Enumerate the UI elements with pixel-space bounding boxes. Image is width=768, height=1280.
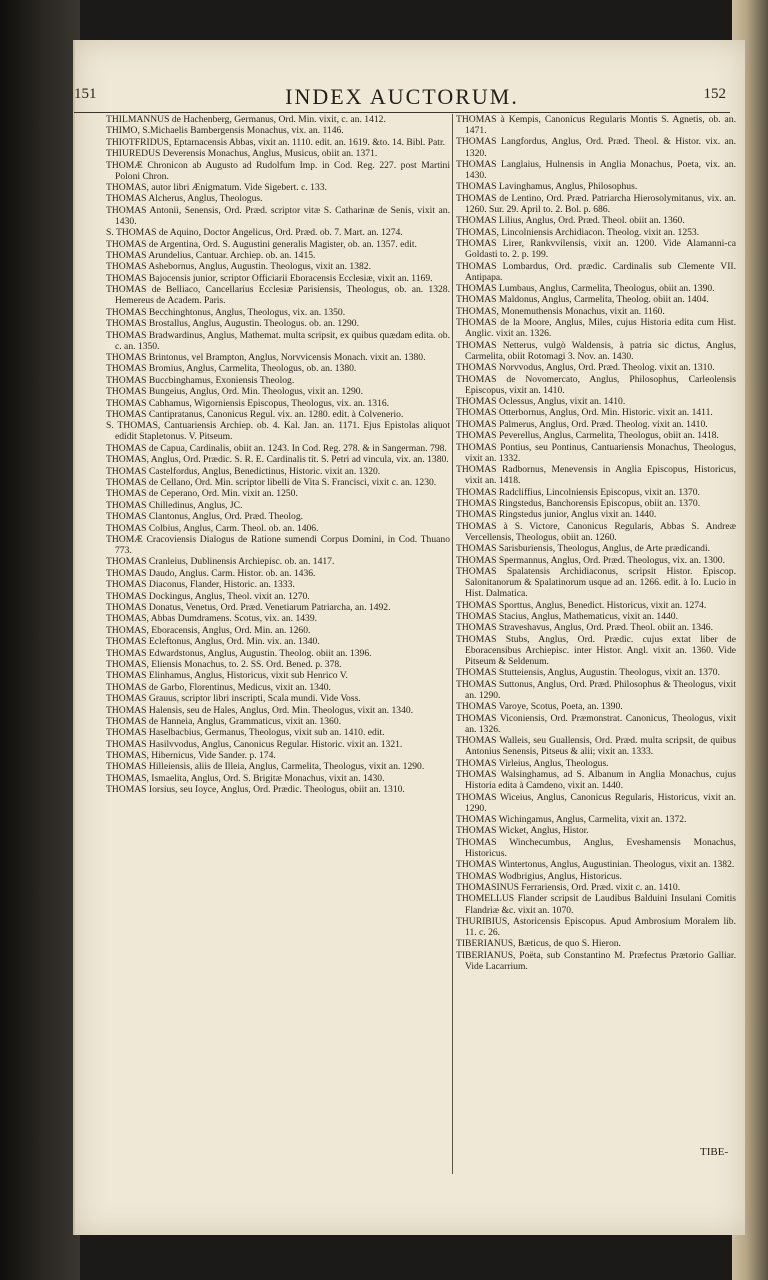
index-entry: THOMAS Oclessus, Anglus, vixit an. 1410. <box>456 396 626 408</box>
index-entry: THOMAS Wiceius, Anglus, Canonicus Regularis, Historicus, vixit an. 1290. <box>456 791 736 814</box>
index-entry: THOMAS Clantonus, Anglus, Ord. Præd. Theolog. <box>106 511 304 523</box>
index-entry: THOMAS Chilledinus, Anglus, JC. <box>106 499 243 511</box>
index-entry: THOMAS Walleis, seu Guallensis, Ord. Præd. multa scripsit, de quibus Antonius Senensis, Pitseus & alii; vixit an. 1333. <box>456 735 736 758</box>
index-entry: THOMAS Suttonus, Anglus, Ord. Præd. Philosophus & Theologus, vixit an. 1290. <box>456 678 736 701</box>
index-entry: THOMAS Bradwardinus, Anglus, Mathemat. multa scripsit, ex quibus quædam edita. ob. c. an. 1350. <box>106 329 450 352</box>
index-entry: THOMAS Norvvodus, Anglus, Ord. Præd. Theolog. vixit an. 1310. <box>456 362 715 374</box>
index-entry: THOMAS Brintonus, vel Brampton, Anglus, Norvvicensis Monach. vixit an. 1380. <box>106 352 426 364</box>
index-entry: THOMAS de Belliaco, Cancellarius Ecclesiæ Parisiensis, Theologus, ob. an. 1328. Hemereus de Academ. Paris. <box>106 284 450 307</box>
index-entry: THOMAS Peverellus, Anglus, Carmelita, Theologus, obiit an. 1418. <box>456 430 719 442</box>
index-entry: THOMAS, Eliensis Monachus, to. 2. SS. Ord. Bened. p. 378. <box>106 658 342 670</box>
index-entry: THOMAS de Capua, Cardinalis, obiit an. 1243. In Cod. Reg. 278. & in Sangerman. 798. <box>106 442 447 454</box>
index-entry: THOMAS Diaconus, Flander, Historic. an. 1333. <box>106 579 295 591</box>
index-entry: THOMAS Lilius, Anglus, Ord. Præd. Theol. obiit an. 1360. <box>456 215 685 227</box>
index-entry: THOMAS, Abbas Dumdramens. Scotus, vix. an. 1439. <box>106 613 318 625</box>
index-entry: THOMAS, Monemuthensis Monachus, vixit an. 1160. <box>456 305 665 317</box>
index-entry: THOMAS Haselbacbius, Germanus, Theologus, vixit sub an. 1410. edit. <box>106 727 385 739</box>
index-entry: THOMAS Radcliffius, Lincolniensis Episcopus, vixit an. 1370. <box>456 486 700 498</box>
index-entry: THOMÆ Cracoviensis Dialogus de Ratione sumendi Corpus Domini, in Cod. Thuano 773. <box>106 533 450 557</box>
column-divider <box>452 114 453 1174</box>
index-entry: THOMÆ Chronicon ab Augusto ad Rudolfum Imp. in Cod. Reg. 227. post Martini Poloni Chron. <box>106 159 450 182</box>
index-entry: THOMAS Elinhamus, Anglus, Historicus, vixit sub Henrico V. <box>106 670 348 682</box>
index-entry: THOMAS de Ceperano, Ord. Min. vixit an. 1250. <box>106 488 298 500</box>
index-entry: THOMASINUS Ferrariensis, Ord. Præd. vixit c. an. 1410. <box>456 882 681 894</box>
index-entry: THOMAS Langlaius, Hulnensis in Anglia Monachus, Poeta, vix. an. 1430. <box>456 158 736 182</box>
index-entry: THOMAS Antonii, Senensis, Ord. Præd. scriptor vitæ S. Catharinæ de Senis, vixit an. 1430. <box>106 204 450 227</box>
index-entry: THOMAS Winchecumbus, Anglus, Eveshamensis Monachus, Historicus. <box>456 836 736 859</box>
index-entry: S. THOMAS de Aquino, Doctor Angelicus, Ord. Præd. ob. 7. Mart. an. 1274. <box>106 227 403 239</box>
index-entry: THOMAS Lombardus, Ord. prædic. Cardinalis sub Clemente VII. Antipapa. <box>456 260 736 283</box>
index-entry: THOMAS Palmerus, Anglus, Ord. Præd. Theolog. vixit an. 1410. <box>456 418 708 430</box>
index-entry: THOMAS Sporttus, Anglus, Benedict. Historicus, vixit an. 1274. <box>456 599 707 611</box>
page-title: INDEX AUCTORUM. <box>285 84 519 109</box>
index-entry: THOMAS Maldonus, Anglus, Carmelita, Theolog. obiit an. 1404. <box>456 294 709 306</box>
index-entry: TIBERIANUS, Poëta, sub Constantino M. Præfectus Prætorio Galliar. Vide Lacarrium. <box>456 949 736 972</box>
index-entry: THOMAS Radbornus, Menevensis in Anglia Episcopus, Historicus, vixit an. 1418. <box>456 464 736 487</box>
index-entry: THOMAS Iorsius, seu Ioyce, Anglus, Ord. Prædic. Theologus, obiit an. 1310. <box>106 784 405 796</box>
index-entry: THOMAS, Hibernicus, Vide Sander. p. 174. <box>106 750 276 762</box>
index-entry: TIBERIANUS, Bæticus, de quo S. Hieron. <box>456 938 621 950</box>
index-entry: THOMAS Ashebornus, Anglus, Augustin. Theologus, vixit an. 1382. <box>106 261 371 273</box>
index-entry: THOMAS Sarisburiensis, Theologus, Anglus, de Arte prædicandi. <box>456 543 711 555</box>
index-entry: THOMAS Ecleftonus, Anglus, Ord. Min. vix. an. 1340. <box>106 636 320 648</box>
index-entry: THOMAS Bungeius, Anglus, Ord. Min. Theologus, vixit an. 1290. <box>106 386 363 398</box>
index-entry: THOMAS Bromius, Anglus, Carmelita, Theologus, ob. an. 1380. <box>106 363 357 375</box>
index-entry: THOMAS Langfordus, Anglus, Ord. Præd. Theol. & Histor. vix. an. 1320. <box>456 136 736 159</box>
index-entry: THOMAS Wodbrigius, Anglus, Historicus. <box>456 870 622 882</box>
index-entry: THOMAS Alcherus, Anglus, Theologus. <box>106 193 263 205</box>
index-entry: THOMAS Viconiensis, Ord. Præmonstrat. Canonicus, Theologus, vixit an. 1326. <box>456 712 736 735</box>
index-entry: THOMAS Stutteiensis, Anglus, Augustin. Theologus, vixit an. 1370. <box>456 667 720 679</box>
index-entry: THOMAS de Hanneia, Anglus, Grammaticus, vixit an. 1360. <box>106 715 342 727</box>
index-entry: THOMAS de la Moore, Anglus, Miles, cujus Historia edita cum Hist. Anglic. vixit an. 1326. <box>456 317 736 340</box>
index-entry: THOMAS, autor libri Ænigmatum. Vide Sigebert. c. 133. <box>106 182 327 194</box>
index-entry: THOMAS Stubs, Anglus, Ord. Prædic. cujus extat liber de Eboracensibus Archiepisc. inter Histor. Angl. vixit an. 1360. Vide Pitseum & Seldenum. <box>456 633 736 667</box>
index-entry: THOMAS Becchinghtonus, Anglus, Theologus, vix. an. 1350. <box>106 306 346 318</box>
index-entry: THIOTFRIDUS, Eptarnacensis Abbas, vixit an. 1110. edit. an. 1619. &to. 14. Bibl. Patr. <box>106 136 446 148</box>
index-entry: THOMAS de Lentino, Ord. Præd. Patriarcha Hierosolymitanus, vix. an. 1260. Sur. 29. April to. 2. Bol. p. 686. <box>456 192 736 215</box>
index-entry: THOMAS Brostallus, Anglus, Augustin. Theologus. ob. an. 1290. <box>106 318 360 330</box>
index-entry: THOMAS Virleius, Anglus, Theologus. <box>456 757 609 769</box>
index-entry: THILMANNUS de Hachenberg, Germanus, Ord. Min. vixit, c. an. 1412. <box>106 114 386 125</box>
index-entry: THIUREDUS Deverensis Monachus, Anglus, Musicus, obiit an. 1371. <box>106 148 378 160</box>
index-entry: THOMAS Grauus, scriptor libri inscripti, Scala mundi. Vide Voss. <box>106 693 361 705</box>
running-header <box>74 86 730 113</box>
index-entry: THOMAS Varoye, Scotus, Poeta, an. 1390. <box>456 701 623 713</box>
index-entry: THOMAS Daudo, Anglus. Carm. Histor. ob. an. 1436. <box>106 567 316 579</box>
index-entry: THOMAS Halensis, seu de Hales, Anglus, Ord. Min. Theologus, vixit an. 1340. <box>106 704 414 716</box>
index-entry: THOMAS Wicket, Anglus, Histor. <box>456 825 589 837</box>
index-entry: THOMAS Bajocensis junior, scriptor Officiarii Eboracensis Ecclesiæ, vixit an. 1169. <box>106 272 433 284</box>
index-entry: THOMAS Netterus, vulgò Waldensis, à patria sic dictus, Anglus, Carmelita, obiit Rotomagi 3. Nov. an. 1430. <box>456 339 736 362</box>
index-entry: THOMAS à S. Victore, Canonicus Regularis, Abbas S. Andreæ Vercellensis, Theologus, obiit an. 1260. <box>456 520 736 543</box>
index-entry: THOMAS Spermannus, Anglus, Ord. Præd. Theologus, vix. an. 1300. <box>456 554 725 566</box>
catchword: TIBE- <box>700 1146 729 1158</box>
index-entry: THOMAS Otterbornus, Anglus, Ord. Min. Historic. vixit an. 1411. <box>456 407 713 419</box>
index-entry: THOMAS, Ismaelita, Anglus, Ord. S. Brigitæ Monachus, vixit an. 1430. <box>106 772 385 784</box>
index-entry: THOMAS de Novomercato, Anglus, Philosophus, Carleolensis Episcopus, vixit an. 1410. <box>456 373 736 396</box>
index-entry: THOMAS, Lincolniensis Archidiacon. Theolog. vixit an. 1253. <box>456 226 700 238</box>
page-number-left: 151 <box>74 86 97 102</box>
book-gutter-left <box>0 0 80 1280</box>
index-entry: THOMAS Arundelius, Cantuar. Archiep. ob. an. 1415. <box>106 250 316 262</box>
index-entry: THOMAS Colbius, Anglus, Carm. Theol. ob. an. 1406. <box>106 522 319 534</box>
index-entry: THOMAS Lavinghamus, Anglus, Philosophus. <box>456 181 638 193</box>
right-column <box>456 114 736 1214</box>
index-entry: THOMAS Straveshavus, Anglus, Ord. Præd. Theol. obiit an. 1346. <box>456 622 713 634</box>
index-entry: THOMAS Hilleiensis, aliis de Illeia, Anglus, Carmelita, Theologus, vixit an. 1290. <box>106 761 425 773</box>
index-entry: THOMAS à Kempis, Canonicus Regularis Montis S. Agnetis, ob. an. 1471. <box>456 114 736 137</box>
index-entry: THOMAS Cantipratanus, Canonicus Regul. vix. an. 1280. edit. à Colvenerio. <box>106 408 404 420</box>
index-entry: THOMAS de Cellano, Ord. Min. scriptor libelli de Vita S. Francisci, vixit c. an. 1230. <box>106 477 437 489</box>
index-entry: THOMAS Ringstedus, Banchorensis Episcopus, obiit an. 1370. <box>456 498 701 510</box>
index-entry: THOMAS, Eboracensis, Anglus, Ord. Min. an. 1260. <box>106 624 311 636</box>
index-entry: THURIBIUS, Astoricensis Episcopus. Apud Ambrosium Moralem lib. 11. c. 26. <box>456 915 736 938</box>
index-entry: THIMO, S.Michaelis Bambergensis Monachus, vix. an. 1146. <box>106 125 344 137</box>
index-entry: THOMAS Walsinghamus, ad S. Albanum in Anglia Monachus, cujus Historia edita à Camdeno, vixit an. 1440. <box>456 769 736 792</box>
index-entry: THOMAS Hasilvvodus, Anglus, Canonicus Regular. Historic. vixit an. 1321. <box>106 738 403 750</box>
index-entry: THOMAS Wintertonus, Anglus, Augustinian. Theologus, vixit an. 1382. <box>456 859 735 871</box>
index-entry: THOMELLUS Flander scripsit de Laudibus Balduini Insulani Comitis Flandriæ &c. vixit an. 1070. <box>456 893 736 916</box>
index-entry: THOMAS Dockingus, Anglus, Theol. vixit an. 1270. <box>106 590 310 602</box>
index-entry: THOMAS Edwardstonus, Anglus, Augustin. Theolog. obiit an. 1396. <box>106 647 372 659</box>
page-number-right: 152 <box>703 86 726 102</box>
index-entry: THOMAS de Garbo, Florentinus, Medicus, vixit an. 1340. <box>106 681 331 693</box>
index-entry: THOMAS Spalatensis Archidiaconus, scripsit Histor. Episcop. Salonitanorum & Spalatinorum usque ad an. 1266. edit. à Io. Lucio in Hist. Dalmatica. <box>456 566 736 600</box>
index-entry: THOMAS, Anglus, Ord. Prædic. S. R. E. Cardinalis tit. S. Petri ad vincula, vix. an. 1380. <box>106 454 449 466</box>
index-entry: THOMAS Ringstedus junior, Anglus vixit an. 1440. <box>456 509 657 521</box>
index-entry: S. THOMAS, Cantuariensis Archiep. ob. 4. Kal. Jan. an. 1171. Ejus Epistolas aliquot edidit Stapletonus. V. Pitseum. <box>106 420 450 443</box>
index-entry: THOMAS Castelfordus, Anglus, Benedictinus, Historic. vixit an. 1320. <box>106 465 381 477</box>
index-entry: THOMAS Cranleius, Dublinensis Archiepisc. ob. an. 1417. <box>106 556 335 568</box>
index-entry: THOMAS Lirer, Rankvvilensis, vixit an. 1200. Vide Alamanni-ca Goldasti to. 2. p. 199. <box>456 238 736 261</box>
left-column <box>106 114 450 1214</box>
index-entry: THOMAS Pontius, seu Pontinus, Cantuariensis Monachus, Theologus, vixit an. 1332. <box>456 441 736 464</box>
index-entry: THOMAS Stacius, Anglus, Mathematicus, vixit an. 1440. <box>456 611 678 623</box>
index-entry: THOMAS de Argentina, Ord. S. Augustini generalis Magister, ob. an. 1357. edit. <box>106 238 417 250</box>
index-entry: THOMAS Wichingamus, Anglus, Carmelita, vixit an. 1372. <box>456 813 687 825</box>
index-entry: THOMAS Donatus, Venetus, Ord. Præd. Venetiarum Patriarcha, an. 1492. <box>106 602 391 614</box>
index-entry: THOMAS Cabhamus, Wigorniensis Episcopus, Theologus, vix. an. 1316. <box>106 397 390 409</box>
index-entry: THOMAS Buccbinghamus, Exoniensis Theolog. <box>106 374 295 386</box>
index-entry: THOMAS Lumbaus, Anglus, Carmelita, Theologus, obiit an. 1390. <box>456 283 715 295</box>
